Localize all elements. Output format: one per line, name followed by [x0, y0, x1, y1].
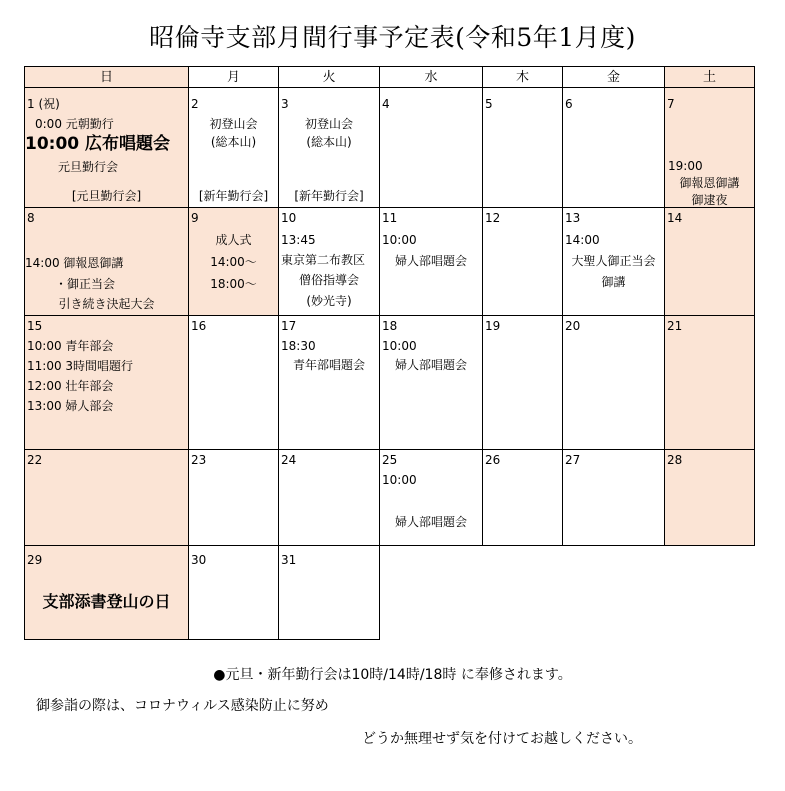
- day-number: 7: [667, 97, 675, 111]
- day-cell: [279, 546, 380, 640]
- day-cell: [380, 88, 483, 208]
- event-line: 10:00: [382, 233, 417, 247]
- day-number: 29: [27, 553, 43, 567]
- day-cell: [24, 546, 189, 640]
- event-line: 婦人部唱題会: [394, 515, 467, 529]
- day-number: 6: [565, 97, 573, 111]
- event-line: 成人式: [215, 233, 252, 247]
- day-cell: [279, 88, 380, 208]
- note-schedule: ●元旦・新年勤行会は10時/14時/18時 に奉修されます。: [213, 667, 572, 683]
- day-cell: [189, 88, 279, 208]
- event-line: 18:30: [281, 339, 316, 353]
- event-line: 青年部唱題会: [292, 358, 365, 372]
- day-cell: [279, 450, 380, 546]
- event-line: 僧俗指導会: [298, 273, 359, 287]
- day-cell: [24, 88, 189, 208]
- day-number: 14: [667, 211, 683, 225]
- event-line: 12:00 壮年部会: [27, 379, 114, 393]
- weekday-header-fri: 金: [563, 66, 665, 88]
- event-line: 御逮夜: [691, 193, 728, 207]
- day-cell: [483, 316, 563, 450]
- event-line: [新年勤行会]: [198, 189, 269, 203]
- day-number: 17: [281, 319, 297, 333]
- day-cell: [665, 88, 755, 208]
- weekday-header-wed: 水: [380, 66, 483, 88]
- day-cell: [189, 316, 279, 450]
- event-line: 19:00: [668, 159, 703, 173]
- day-number: 28: [667, 453, 683, 467]
- day-cell: [483, 450, 563, 546]
- event-line: 0:00 元朝勤行: [35, 117, 114, 131]
- event-line: 初登山会: [304, 117, 353, 131]
- day-cell: [24, 316, 189, 450]
- event-line: 11:00 3時間唱題行: [27, 359, 134, 373]
- weekday-header-sat: 土: [665, 66, 755, 88]
- event-line: 元旦勤行会: [58, 160, 119, 174]
- event-line: [25, 253, 188, 273]
- event-line: 10:00 広布唱題会: [25, 134, 171, 154]
- day-number: 19: [485, 319, 501, 333]
- event-line: 大聖人御正当会: [571, 254, 656, 268]
- day-cell: [563, 208, 665, 316]
- day-number: 18: [382, 319, 398, 333]
- day-number: 12: [485, 211, 501, 225]
- event-line: 14:00 御報恩御講: [25, 256, 124, 270]
- day-number: 11: [382, 211, 398, 225]
- day-cell: [483, 88, 563, 208]
- day-number: 22: [27, 453, 43, 467]
- day-cell: [380, 450, 483, 546]
- event-line: 14:00～: [210, 255, 257, 269]
- day-number: 3: [281, 97, 289, 111]
- day-number: 13: [565, 211, 581, 225]
- weekday-header-mon: 月: [189, 66, 279, 88]
- event-line: (総本山): [210, 135, 257, 149]
- day-cell: [563, 88, 665, 208]
- day-cell: [665, 450, 755, 546]
- day-cell: [380, 208, 483, 316]
- event-line: 13:00 婦人部会: [27, 399, 114, 413]
- event-line: 18:00～: [210, 277, 257, 291]
- day-cell: [189, 208, 279, 316]
- day-cell: [24, 450, 189, 546]
- event-line: (総本山): [306, 135, 352, 149]
- event-line: 支部添書登山の日: [42, 592, 171, 611]
- event-line: [元旦勤行会]: [71, 189, 142, 203]
- day-cell: [189, 546, 279, 640]
- event-line: 御講: [601, 275, 626, 289]
- day-number: 16: [191, 319, 207, 333]
- event-line: 10:00: [382, 339, 417, 353]
- day-number: 8: [27, 211, 35, 225]
- day-number: 27: [565, 453, 581, 467]
- day-number: 4: [382, 97, 390, 111]
- event-line: 引き続き決起大会: [58, 297, 155, 311]
- day-cell: [24, 208, 189, 316]
- day-number: 23: [191, 453, 207, 467]
- weekday-header-thu: 木: [483, 66, 563, 88]
- day-cell: [665, 208, 755, 316]
- day-number: 1 (祝): [27, 97, 60, 111]
- day-number: 10: [281, 211, 297, 225]
- day-number: 24: [281, 453, 297, 467]
- weekday-header-sun: 日: [24, 66, 189, 88]
- event-line: 婦人部唱題会: [394, 358, 467, 372]
- event-line: 東京第二布教区: [281, 253, 366, 267]
- event-line: 14:00: [565, 233, 600, 247]
- day-number: 9: [191, 211, 199, 225]
- page-title: 昭倫寺支部月間行事予定表(令和5年1月度): [149, 23, 636, 52]
- day-number: 25: [382, 453, 398, 467]
- event-line: 婦人部唱題会: [394, 254, 467, 268]
- event-line: (妙光寺): [306, 294, 352, 308]
- event-line: 10:00 青年部会: [27, 339, 114, 353]
- day-cell: [279, 316, 380, 450]
- day-cell: [563, 316, 665, 450]
- event-line: 13:45: [281, 233, 316, 247]
- day-cell: [279, 208, 380, 316]
- day-cell: [380, 316, 483, 450]
- day-number: 15: [27, 319, 43, 333]
- note-covid-1: 御参詣の際は、コロナウィルス感染防止に努め: [36, 698, 329, 714]
- day-number: 31: [281, 553, 297, 567]
- day-cell: [665, 316, 755, 450]
- day-number: 26: [485, 453, 501, 467]
- day-cell: [189, 450, 279, 546]
- weekday-header-tue: 火: [279, 66, 380, 88]
- day-number: 20: [565, 319, 581, 333]
- event-line: ・御正当会: [55, 277, 116, 291]
- event-line: [新年勤行会]: [294, 189, 364, 203]
- day-cell: [563, 450, 665, 546]
- event-line: 10:00: [382, 473, 417, 487]
- day-number: 30: [191, 553, 207, 567]
- day-cell: [483, 208, 563, 316]
- day-number: 2: [191, 97, 199, 111]
- day-number: 21: [667, 319, 683, 333]
- note-covid-2: どうか無理せず気を付けてお越しください。: [362, 731, 642, 747]
- event-line: 初登山会: [209, 117, 258, 131]
- day-number: 5: [485, 97, 493, 111]
- event-line: 御報恩御講: [679, 176, 740, 190]
